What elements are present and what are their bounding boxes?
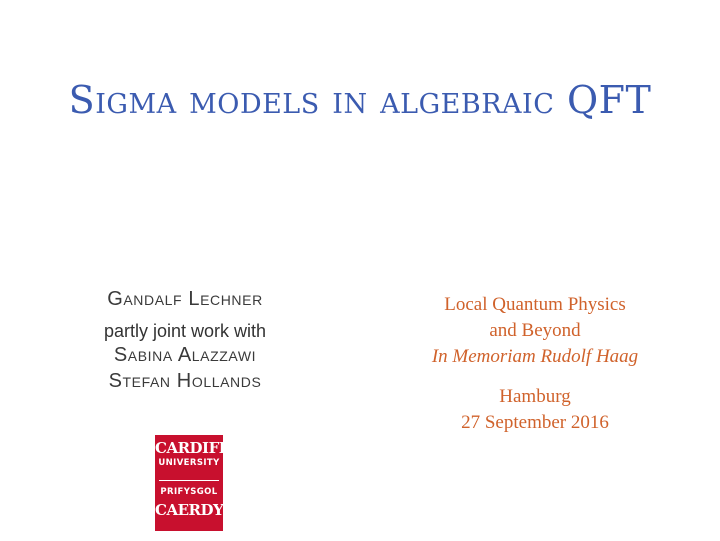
author-name: Gandalf Lechner xyxy=(107,288,263,310)
slide-title: Sigma models in algebraic QFT xyxy=(68,78,652,122)
logo-text: CARDIFF xyxy=(155,439,229,457)
event-place: Hamburg xyxy=(499,386,571,407)
event-date: 27 September 2016 xyxy=(461,412,609,433)
joint-work-label: partly joint work with xyxy=(103,321,267,341)
logo-text: PRIFYSGOL xyxy=(160,487,218,497)
coauthor-name: Sabina Alazzawi xyxy=(113,344,257,366)
logo-text: CAERDYDD xyxy=(155,501,249,519)
event-dedication: In Memoriam Rudolf Haag xyxy=(431,346,639,367)
cardiff-university-logo xyxy=(155,435,249,531)
logo-text: UNIVERSITY xyxy=(158,458,220,468)
event-name-line1: Local Quantum Physics xyxy=(444,294,626,315)
logo-divider xyxy=(159,480,219,481)
coauthor-name: Stefan Hollands xyxy=(108,370,262,392)
event-block xyxy=(395,292,675,436)
event-name-line2: and Beyond xyxy=(489,320,581,341)
spacer xyxy=(395,370,675,384)
author-block xyxy=(60,288,310,394)
